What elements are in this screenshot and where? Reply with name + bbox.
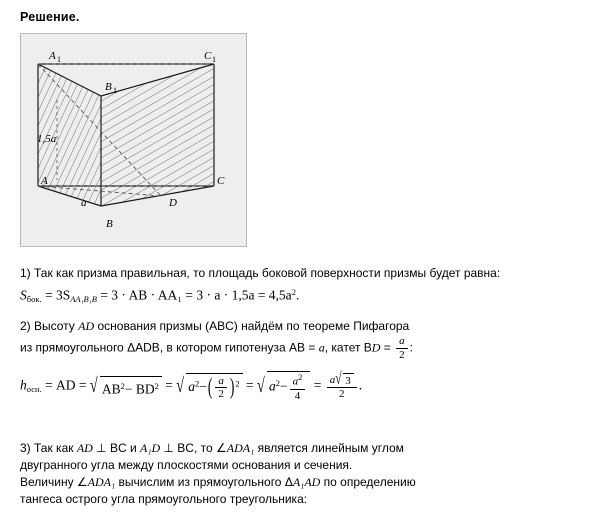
step2-line1 <box>20 318 580 335</box>
sqrt-1 <box>90 376 162 398</box>
svg-text:B: B <box>106 218 113 230</box>
step3-line3-b: вычислим из прямоугольного Δ <box>115 475 293 489</box>
svg-text:1: 1 <box>113 86 117 95</box>
step3-line2: двугранного угла между плоскостями основания и сечения. <box>20 458 353 472</box>
step2-line2-b: , катет B <box>324 340 372 355</box>
step3-line3 <box>20 474 580 491</box>
sqrt1-ab-sup: 2 <box>120 380 125 391</box>
step3-line3-a: Величину ∠ <box>20 475 88 489</box>
svg-text:C: C <box>217 175 225 187</box>
step2-bd: D <box>371 340 381 355</box>
sqrt3-frac-num-sup: 2 <box>298 372 303 383</box>
step3-line3-c: по определению <box>320 475 416 489</box>
step2-eq1: = AD = <box>45 377 87 393</box>
svg-text:1: 1 <box>212 55 216 64</box>
step-2-text <box>20 318 580 402</box>
right-paren: ) <box>229 373 235 400</box>
sqrt2-a-sup: 2 <box>195 378 200 389</box>
h-symbol: h <box>20 377 27 393</box>
s-symbol: S <box>20 287 27 303</box>
sqrt3-a-sup: 2 <box>275 378 281 389</box>
result-den: 2 <box>339 388 345 401</box>
step3-line1-b: ⊥ BC и <box>92 441 140 455</box>
step-3-text <box>20 440 580 508</box>
s-subscript: бок. <box>26 294 42 305</box>
step3-line1 <box>20 440 580 457</box>
svg-text:1: 1 <box>57 55 61 64</box>
prism-figure <box>20 33 247 247</box>
step2-line2-end: : <box>409 340 413 355</box>
step2-bd-fraction <box>396 335 408 361</box>
sqrt3-frac-num-wrap <box>290 373 306 389</box>
step2-frac-num: a <box>396 335 408 349</box>
svg-text:A: A <box>49 50 56 62</box>
page-title: Решение. <box>20 10 80 24</box>
h-subscript: осн. <box>26 384 42 395</box>
svg-text:a: a <box>81 197 87 209</box>
sqrt3-a: a <box>269 378 276 394</box>
left-paren: ( <box>207 373 213 400</box>
sqrt-3 <box>257 371 310 402</box>
step3-line1-d: является линейным углом <box>254 441 404 455</box>
step1-line1: 1) Так как призма правильная, то площадь боковой поверхности призмы будет равна: <box>20 266 501 280</box>
step2-eq2: = <box>165 377 173 393</box>
step2-dot: . <box>358 377 363 393</box>
step1-formula <box>20 284 580 308</box>
step2-eq4: = <box>313 377 322 393</box>
sqrt2-minus: − <box>199 378 207 394</box>
sqrt3-frac-den: 4 <box>294 389 301 402</box>
svg-text:D: D <box>169 197 177 209</box>
svg-text:1,5a: 1,5a <box>37 133 57 145</box>
step3-angle-ada1: ADA₁ <box>226 441 255 455</box>
result-sqrt3 <box>335 373 354 388</box>
step2-frac-den: 2 <box>399 348 405 361</box>
step2-line2-a: из прямоугольного ΔADB, в котором гипотенуза AB = <box>20 340 319 355</box>
step2-eq3: = <box>246 377 254 393</box>
step3-ad: AD <box>76 441 93 455</box>
sqrt-2 <box>176 373 242 401</box>
result-num-a: a <box>329 373 336 386</box>
step2-line2 <box>20 335 580 361</box>
step3-line4: тангеса острого угла прямоугольного треугольника: <box>20 492 308 506</box>
result-num <box>327 373 357 389</box>
sqrt1-bd-sup: 2 <box>154 380 159 391</box>
step2-line1-a: 2) Высоту <box>20 319 79 333</box>
sqrt2-fraction <box>215 375 227 401</box>
svg-text:C: C <box>204 50 212 62</box>
sqrt2-a: a <box>188 378 196 394</box>
step3-angle-ada1-2: ADA₁ <box>87 475 116 489</box>
step1-eq1: = 3S <box>44 287 71 303</box>
step1-eq2: = 3 · AB · AA₁ = 3 · a · 1,5a = 4,5a <box>100 287 292 303</box>
prism-diagram <box>21 34 244 244</box>
step-1-text <box>20 265 580 308</box>
result-sqrt3-val: 3 <box>343 373 354 388</box>
sqrt3-frac-num: a <box>292 375 299 388</box>
result-fraction <box>327 373 357 401</box>
step3-a1d: A₁D <box>140 441 161 455</box>
sqrt1-minus-bd: − BD <box>124 381 155 397</box>
sqrt3-fraction <box>290 373 306 402</box>
step3-line1-a: 3) Так как <box>20 441 77 455</box>
sqrt2-paren-sup: 2 <box>235 378 240 389</box>
sqrt3-minus: − <box>280 378 288 394</box>
step3-tri-a1ad: A₁AD <box>292 475 321 489</box>
step2-ad: AD <box>78 319 95 333</box>
step1-eq2-sup: 2 <box>291 287 296 297</box>
step2-ab-value: a <box>318 340 325 355</box>
step2-line2-c: = <box>380 340 395 355</box>
step2-line1-b: основания призмы (ABC) найдём по теореме Пифагора <box>94 319 410 333</box>
step1-eq1-sub: AA₁B₁B <box>70 294 97 305</box>
sqrt1-ab: AB <box>101 381 121 397</box>
step3-line1-c: ⊥ BC, то ∠ <box>160 441 227 455</box>
sqrt2-frac-den: 2 <box>218 388 224 401</box>
svg-text:A: A <box>41 175 48 187</box>
step2-formula <box>20 371 580 402</box>
step1-end: . <box>295 287 300 303</box>
svg-text:B: B <box>105 81 112 93</box>
sqrt2-frac-num: a <box>215 375 227 389</box>
